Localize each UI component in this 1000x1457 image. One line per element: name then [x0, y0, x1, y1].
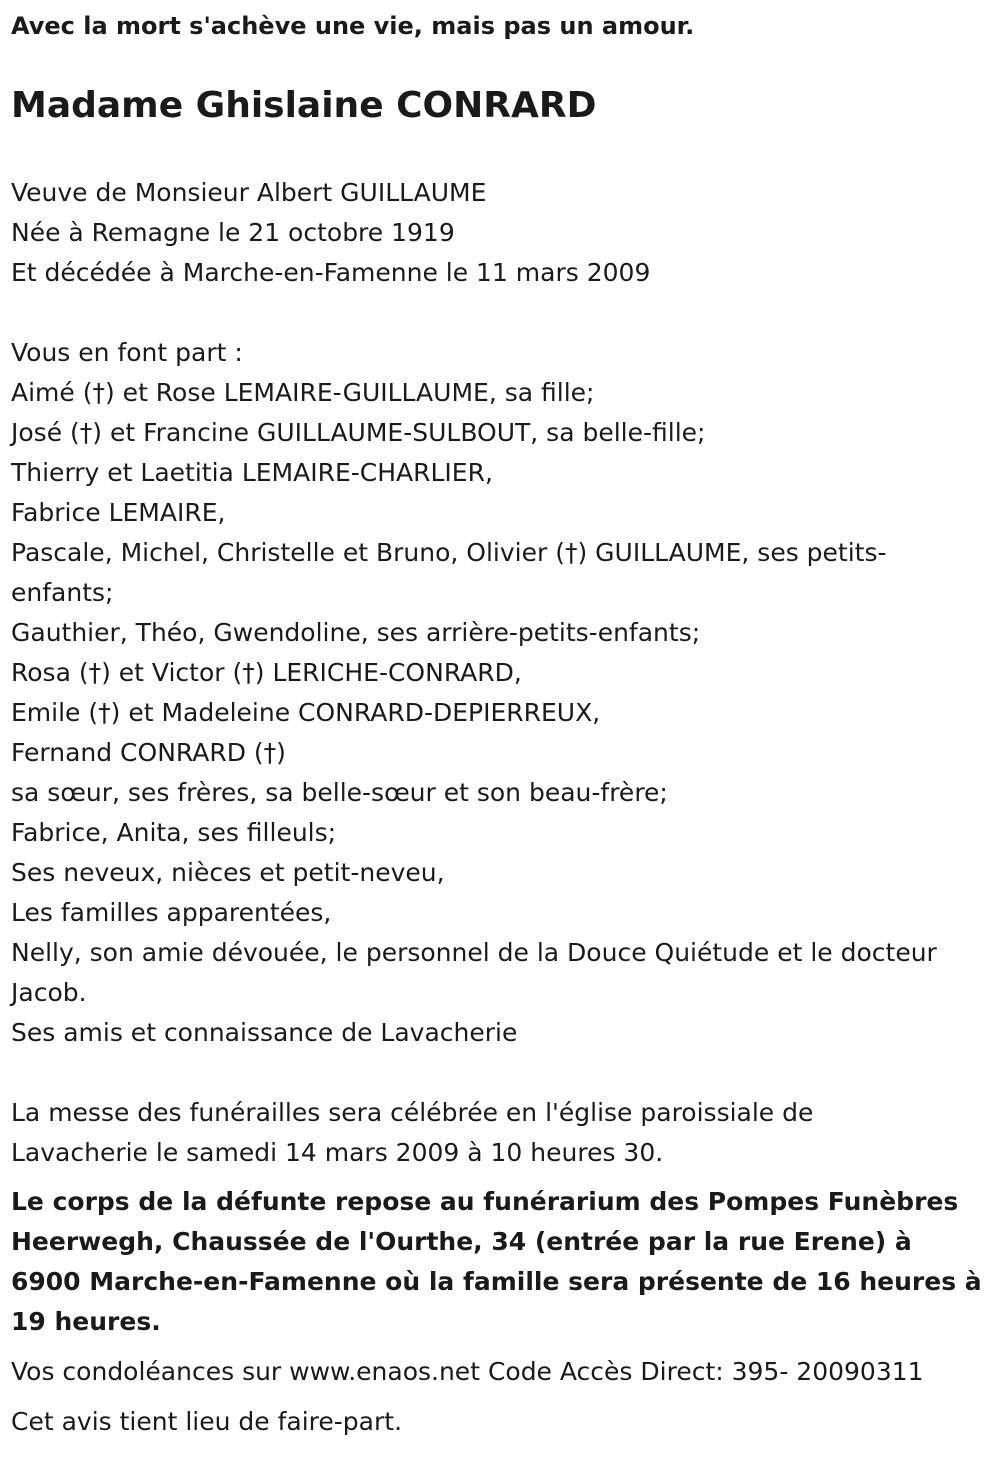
identity-death-line: Et décédée à Marche-en-Famenne le 11 mars 2009 — [11, 258, 651, 287]
family-block — [11, 333, 991, 1053]
family-line: Les familles apparentées, — [11, 898, 332, 927]
family-line: Aimé (†) et Rose LEMAIRE-GUILLAUME, sa fille; — [11, 378, 595, 407]
identity-widow-line: Veuve de Monsieur Albert GUILLAUME — [11, 178, 487, 207]
family-line: Nelly, son amie dévouée, le personnel de la Douce Quiétude et le docteur Jacob. — [11, 938, 937, 1007]
family-intro: Vous en font part : — [11, 338, 243, 367]
family-line: sa sœur, ses frères, sa belle-sœur et son beau-frère; — [11, 778, 668, 807]
identity-block — [11, 173, 991, 293]
family-line: Thierry et Laetitia LEMAIRE-CHARLIER, — [11, 458, 493, 487]
repose-notice: Le corps de la défunte repose au funérarium des Pompes Funèbres Heerwegh, Chaussée de l'Ourthe, 34 (entrée par la rue Erene) à 6900 Marche-en-Famenne où la famille sera présente de 16 heures à 19 heures. — [11, 1187, 982, 1336]
family-line: Rosa (†) et Victor (†) LERICHE-CONRARD, — [11, 658, 522, 687]
family-line: Ses neveux, nièces et petit-neveu, — [11, 858, 445, 887]
deceased-name: Madame Ghislaine CONRARD — [11, 85, 597, 126]
family-line: Pascale, Michel, Christelle et Bruno, Olivier (†) GUILLAUME, ses petits-enfants; — [11, 538, 887, 607]
identity-birth-line: Née à Remagne le 21 octobre 1919 — [11, 218, 455, 247]
epigraph: Avec la mort s'achève une vie, mais pas un amour. — [11, 12, 695, 40]
closing-text: Cet avis tient lieu de faire-part. — [11, 1407, 403, 1436]
family-line: Fernand CONRARD (†) — [11, 738, 286, 767]
funeral-mass-text: La messe des funérailles sera célébrée en l'église paroissiale de Lavacherie le samedi 14 mars 2009 à 10 heures 30. — [11, 1098, 814, 1167]
family-line: Fabrice, Anita, ses filleuls; — [11, 818, 337, 847]
family-line: José (†) et Francine GUILLAUME-SULBOUT, sa belle-fille; — [11, 418, 706, 447]
family-line: Ses amis et connaissance de Lavacherie — [11, 1018, 518, 1047]
condolences-text: Vos condoléances sur www.enaos.net Code Accès Direct: 395- 20090311 — [11, 1357, 924, 1386]
family-line: Gauthier, Théo, Gwendoline, ses arrière-petits-enfants; — [11, 618, 701, 647]
family-line: Fabrice LEMAIRE, — [11, 498, 226, 527]
family-line: Emile (†) et Madeleine CONRARD-DEPIERREUX, — [11, 698, 601, 727]
